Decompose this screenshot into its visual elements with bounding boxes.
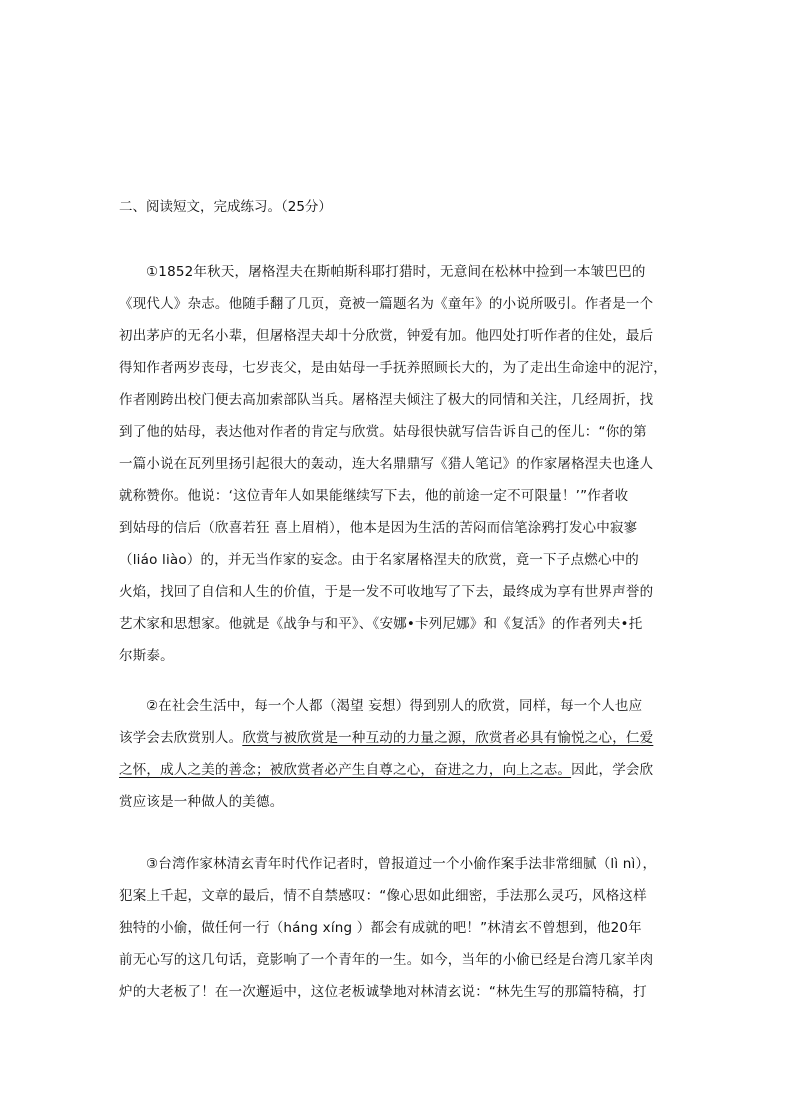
text-line <box>119 722 679 754</box>
text-line: 前无心写的这几句话，竟影响了一个青年的一生。如今，当年的小偷已经是台湾几家羊肉 <box>119 952 654 968</box>
text-line <box>119 754 679 786</box>
section-heading: 二、阅读短文，完成练习。（25分） <box>119 199 332 215</box>
text-line: 艺术家和思想家。他就是《战争与和平》、《安娜•卡列尼娜》和《复活》的作者列夫•托 <box>119 616 643 632</box>
paragraph-2 <box>119 690 679 818</box>
underlined-sentence: 欣赏与被欣赏是一种互动的力量之源，欣赏者必具有愉悦之心，仁爱 <box>242 730 654 746</box>
text-line: ①1852年秋天，屠格涅夫在斯帕斯科耶打猎时，无意间在松林中捡到一本皱巴巴的 <box>146 264 646 280</box>
text-line: 独特的小偷，做任何一行（háng xíng ）都会有成就的吧！”林清玄不曾想到，他20年 <box>119 920 642 936</box>
text-line: 赏应该是一种做人的美德。 <box>119 794 284 810</box>
paragraph-3 <box>119 848 679 1008</box>
plain-text: 因此，学会欣 <box>571 762 654 778</box>
text-line: ②在社会生活中，每一个人都（渴望 妄想）得到别人的欣赏，同样，每一个人也应 <box>146 698 643 714</box>
text-line: 《现代人》杂志。他随手翻了几页，竟被一篇题名为《童年》的小说所吸引。作者是一个 <box>119 296 654 312</box>
text-line: 尔斯泰。 <box>119 648 174 664</box>
text-line: 初出茅庐的无名小辈，但屠格涅夫却十分欣赏，钟爱有加。他四处打听作者的住处，最后 <box>119 328 654 344</box>
underlined-sentence: 之怀，成人之美的善念；被欣赏者必产生自尊之心，奋进之力，向上之志。 <box>119 762 572 778</box>
plain-text: 该学会去欣赏别人。 <box>119 730 243 746</box>
text-line: 炉的大老板了！在一次邂逅中，这位老板诚挚地对林清玄说：“林先生写的那篇特稿，打 <box>119 984 647 1000</box>
text-line: 得知作者两岁丧母，七岁丧父，是由姑母一手抚养照顾长大的，为了走出生命途中的泥泞， <box>119 360 667 376</box>
text-line: （liáo liào）的，并无当作家的妄念。由于名家屠格涅夫的欣赏，竟一下子点燃心中的 <box>119 552 639 568</box>
paragraph-1 <box>119 256 679 672</box>
text-line: 一篇小说在瓦列里扬引起很大的轰动，连大名鼎鼎写《猎人笔记》的作家屠格涅夫也逢人 <box>119 456 654 472</box>
text-line: 到姑母的信后（欣喜若狂 喜上眉梢），他本是因为生活的苦闷而信笔涂鸦打发心中寂寥 <box>119 520 638 536</box>
text-line: 到了他的姑母，表达他对作者的肯定与欣赏。姑母很快就写信告诉自己的侄儿：“你的第 <box>119 424 647 440</box>
text-line: 作者刚跨出校门便去高加索部队当兵。屠格涅夫倾注了极大的同情和关注，几经周折，找 <box>119 392 654 408</box>
text-line: 犯案上千起，文章的最后，情不自禁感叹：“像心思如此细密，手法那么灵巧，风格这样 <box>119 888 647 904</box>
text-line: 火焰，找回了自信和人生的价值，于是一发不可收地写了下去，最终成为享有世界声誉的 <box>119 584 654 600</box>
text-line: ③台湾作家林清玄青年时代作记者时，曾报道过一个小偷作案手法非常细腻（lì nì）， <box>146 856 657 872</box>
text-line: 就称赞你。他说：‘这位青年人如果能继续写下去，他的前途一定不可限量！’”作者收 <box>119 488 629 504</box>
